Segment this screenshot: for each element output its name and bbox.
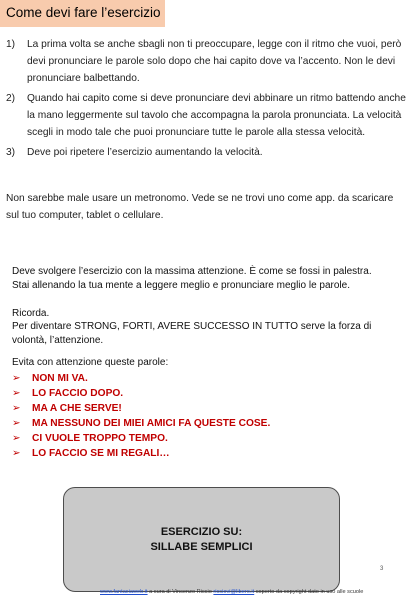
arrow-bullet-icon: ➢ xyxy=(12,403,21,414)
footer-text-2: coperto da copyright dato in uso alle scuole xyxy=(254,589,364,595)
arrow-bullet-icon: ➢ xyxy=(12,373,21,384)
remember-text: Per diventare STRONG, FORTI, AVERE SUCCESSO IN TUTTO serve la forza di volontà, l’attenzione. xyxy=(12,321,372,346)
instruction-text: Quando hai capito come si deve pronunciare devi abbinare un ritmo battendo anche la mano leggermente sul tavolo che accompagna la parola pronunciata. La velocità scegli in modo tale che puoi pronunciare tutte le parole alla stessa velocità. xyxy=(27,93,406,138)
exercise-box-line-2: SILLABE SEMPLICI xyxy=(150,540,253,553)
arrow-bullet-icon: ➢ xyxy=(12,433,21,444)
footer xyxy=(100,589,363,595)
instruction-text: Deve poi ripetere l’esercizio aumentando la velocità. xyxy=(27,147,263,158)
footer-text-1: a cura di Vincenzo Riccio xyxy=(147,589,214,595)
avoid-word-text: NON MI VA. xyxy=(32,373,88,384)
footer-email-link[interactable]: ricciovi@libero.it xyxy=(213,589,255,595)
instruction-number: 3) xyxy=(6,147,16,158)
instruction-item xyxy=(0,144,416,161)
metronome-note: Non sarebbe male usare un metronomo. Vede se ne trovi uno come app. da scaricare sul tuo computer, tablet o cellulare. xyxy=(6,193,394,221)
exercise-box xyxy=(63,487,340,592)
instruction-item xyxy=(0,90,416,141)
exercise-box-line-1: ESERCIZIO SU: xyxy=(160,525,243,538)
avoid-word-text: MA NESSUNO DEI MIEI AMICI FA QUESTE COSE. xyxy=(32,418,271,429)
avoid-word-item xyxy=(12,401,270,416)
section-title-text: Come devi fare l’esercizio xyxy=(6,5,161,20)
avoid-word-text: MA A CHE SERVE! xyxy=(32,403,122,414)
avoid-word-text: LO FACCIO DOPO. xyxy=(32,388,124,399)
instruction-number: 2) xyxy=(6,93,16,104)
avoid-word-text: LO FACCIO SE MI REGALI… xyxy=(32,448,170,459)
avoid-word-item xyxy=(12,446,270,461)
avoid-word-item xyxy=(12,386,270,401)
avoid-heading: Evita con attenzione queste parole: xyxy=(12,357,169,368)
footer-site-link[interactable]: www.fantasiaweb.it xyxy=(100,589,148,595)
avoid-word-item xyxy=(12,371,270,386)
section-title xyxy=(0,0,165,27)
arrow-bullet-icon: ➢ xyxy=(12,388,21,399)
avoid-word-item xyxy=(12,431,270,446)
arrow-bullet-icon: ➢ xyxy=(12,418,21,429)
instruction-item xyxy=(0,36,416,87)
attention-line-2: Stai allenando la tua mente a leggere meglio e pronunciare meglio le parole. xyxy=(12,280,350,291)
instruction-number: 1) xyxy=(6,39,16,50)
remember-heading: Ricorda. xyxy=(12,308,50,319)
avoid-words-list xyxy=(12,371,270,461)
instruction-text: La prima volta se anche sbagli non ti preoccupare, legge con il ritmo che vuoi, però devi pronunciare le parole solo dopo che hai capito dove va l’accento. Non le devi pronunciare balbettando. xyxy=(27,39,402,84)
avoid-word-text: CI VUOLE TROPPO TEMPO. xyxy=(32,433,168,444)
arrow-bullet-icon: ➢ xyxy=(12,448,21,459)
instructions-list xyxy=(0,36,416,164)
page-number: 3 xyxy=(380,566,384,572)
avoid-word-item xyxy=(12,416,270,431)
attention-line-1: Deve svolgere l’esercizio con la massima attenzione. È come se fossi in palestra. xyxy=(12,266,372,277)
